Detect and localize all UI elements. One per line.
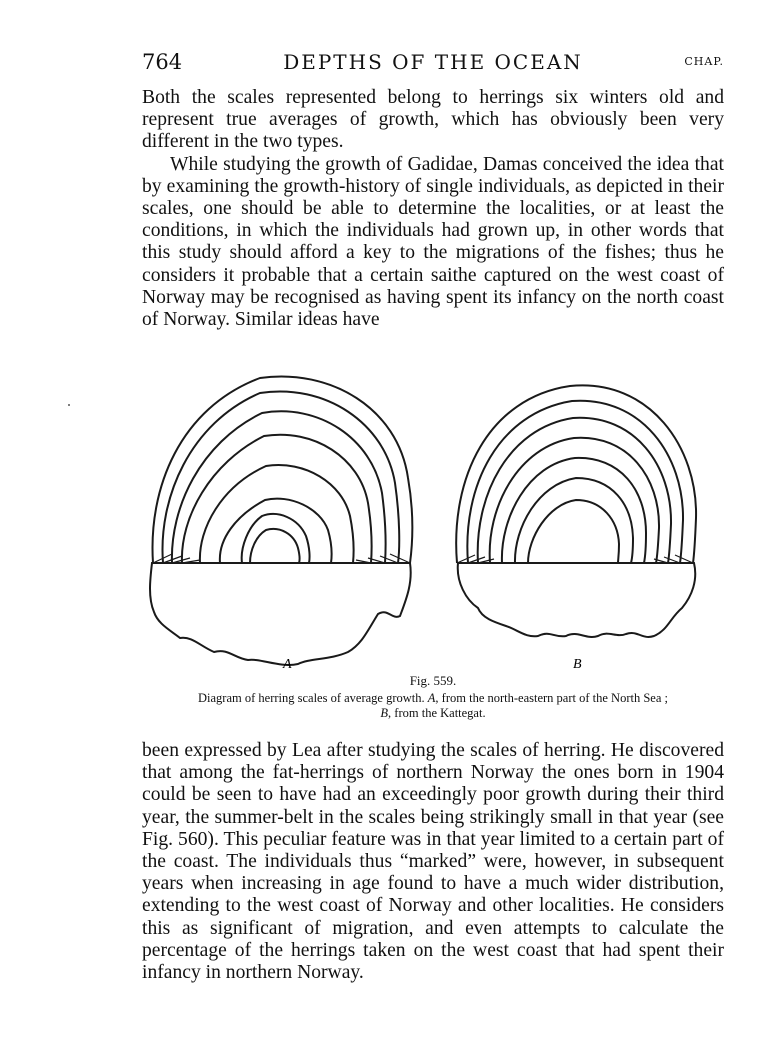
print-speck [68,404,70,406]
chapter-abbrev: CHAP. [684,55,724,68]
page-header [142,50,724,80]
scale-b-ring-6 [515,478,633,563]
scale-b [456,385,696,637]
paragraph-top [142,87,724,331]
running-title: DEPTHS OF THE OCEAN [283,50,583,74]
scale-a-ring-6 [220,499,332,563]
scale-b-ring-3 [478,418,671,563]
figure-caption [142,691,724,721]
caption-line2-end: , from the Kattegat. [388,706,486,720]
scale-b-ring-5 [502,458,646,563]
paragraph-2: While studying the growth of Gadidae, Damas conceived the idea that by examining the growth-history of single individuals, as depicted in their scales, one should be able to determine the localities, or at least the conditions, in which the individuals had grown up, in other words that this study should afford a key to the migrations of the fishes; thus he considers it probable that a certain saithe captured on the west coast of Norway may be recognised as having spent its infancy on the north coast of Norway. Similar ideas have [142,153,724,331]
scale-a-ring-8 [250,529,300,563]
scale-a [150,376,412,664]
figure-label-a: A [283,657,292,668]
figure-label-b: B [573,657,582,668]
scale-a-ring-1 [152,376,412,563]
paragraph-1: Both the scales represented belong to herrings six winters old and represent true averages of growth, which has obviously been very different in the two types. [142,87,724,153]
scale-b-base [458,563,696,637]
caption-letter-b: B [380,706,389,720]
scale-b-ring-2 [467,401,683,563]
scale-a-ring-2 [162,391,399,563]
scale-b-ring-1 [456,385,696,563]
paragraph-bottom: been expressed by Lea after studying the scales of herring. He discovered that among the fat-herrings of northern Norway the ones born in 1904 could be seen to have had an exceedingly poor growth during their third year, the summer-belt in the scales being strikingly small in that year (see Fig. 560). This peculiar feature was in that year limited to a certain part of the coast. The individuals thus “marked” were, however, in subsequent years when increasing in age found to have a much wider distribution, extending to the west coast of Norway and other localities. He considers this as significant of migration, and even attempts to calculate the percentage of the herrings taken on the west coast that had spent their infancy in northern Norway. [142,740,724,984]
scale-b-ring-7 [528,500,619,563]
figure-number: Fig. 559. [409,673,457,688]
caption-letter-a: A [427,691,436,705]
scale-a-base [150,563,411,665]
figure-559-diagram [130,368,730,668]
caption-line1-start: Diagram of herring scales of average growth. [198,691,425,705]
page-number: 764 [142,50,183,74]
caption-line1-end: , from the north-eastern part of the North Sea ; [435,691,668,705]
